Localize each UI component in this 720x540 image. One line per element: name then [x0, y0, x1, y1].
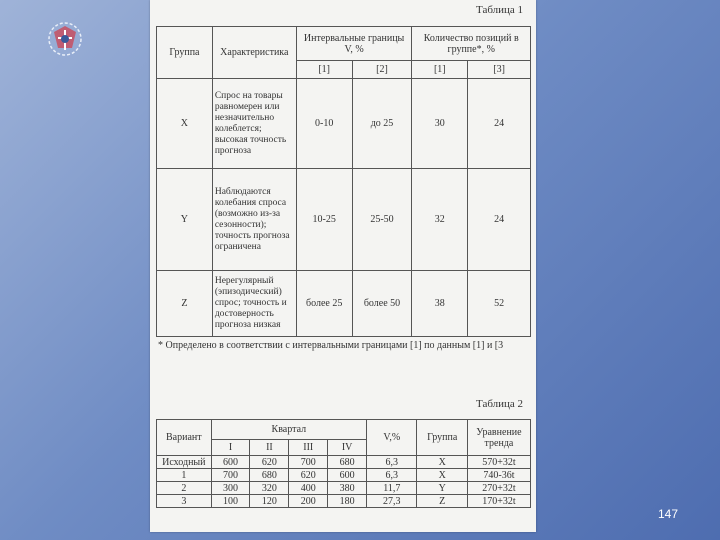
- cell-trend: 570+32t: [467, 456, 530, 469]
- cell-v: 11,7: [367, 482, 417, 495]
- cell-v2: более 50: [352, 271, 412, 337]
- cell-characteristic: Наблюдаются колебания спроса (возможно из-за сезонности); точность прогноза ограничена: [212, 169, 296, 271]
- cell-group: Z: [157, 271, 213, 337]
- table-row: [157, 456, 531, 469]
- cell-c2: 24: [468, 79, 531, 169]
- cell-characteristic: Спрос на товары равномерен или незначительно колеблется; высокая точность прогноза: [212, 79, 296, 169]
- cell-v: 6,3: [367, 456, 417, 469]
- cell-group: X: [157, 79, 213, 169]
- header-v: V,%: [367, 420, 417, 456]
- cell-q: 600: [328, 469, 367, 482]
- cell-q: 700: [289, 456, 328, 469]
- cell-q: 400: [289, 482, 328, 495]
- header-characteristic: Характеристика: [212, 27, 296, 79]
- header-quarter-num: III: [289, 440, 328, 456]
- table-row: [157, 495, 531, 508]
- cell-q: 680: [328, 456, 367, 469]
- cell-q: 120: [250, 495, 289, 508]
- table1-caption: Таблица 1: [476, 4, 524, 16]
- header-quarter: Квартал: [211, 420, 366, 440]
- table-row: [157, 271, 531, 337]
- trend-table: [156, 419, 531, 508]
- cell-q: 100: [211, 495, 250, 508]
- header-variant: Вариант: [157, 420, 212, 456]
- cell-q: 620: [250, 456, 289, 469]
- cell-group: X: [417, 456, 467, 469]
- document-page: [150, 0, 536, 532]
- cell-c2: 24: [468, 169, 531, 271]
- table2-caption: Таблица 2: [476, 398, 524, 410]
- cell-q: 700: [211, 469, 250, 482]
- emblem-logo: [44, 18, 86, 60]
- header-trend: Уравнение тренда: [467, 420, 530, 456]
- cell-c2: 52: [468, 271, 531, 337]
- cell-trend: 170+32t: [467, 495, 530, 508]
- classification-table: [156, 26, 531, 337]
- header-quarter-num: II: [250, 440, 289, 456]
- cell-q: 200: [289, 495, 328, 508]
- cell-q: 680: [250, 469, 289, 482]
- cell-q: 620: [289, 469, 328, 482]
- header-ref: [2]: [352, 61, 412, 79]
- page-number: 147: [658, 507, 679, 521]
- header-count: Количество позиций в группе*, %: [412, 27, 531, 61]
- cell-c1: 30: [412, 79, 468, 169]
- table-row: [157, 79, 531, 169]
- header-group: Группа: [157, 27, 213, 79]
- cell-q: 180: [328, 495, 367, 508]
- header-quarter-num: IV: [328, 440, 367, 456]
- cell-group: Z: [417, 495, 467, 508]
- header-intervals: Интервальные границы V, %: [296, 27, 412, 61]
- cell-v: 27,3: [367, 495, 417, 508]
- cell-q: 300: [211, 482, 250, 495]
- cell-q: 380: [328, 482, 367, 495]
- cell-group: Y: [417, 482, 467, 495]
- cell-v: 6,3: [367, 469, 417, 482]
- cell-variant: 1: [157, 469, 212, 482]
- cell-v2: до 25: [352, 79, 412, 169]
- cell-v1: более 25: [296, 271, 352, 337]
- cell-variant: 3: [157, 495, 212, 508]
- cell-c1: 32: [412, 169, 468, 271]
- cell-q: 600: [211, 456, 250, 469]
- cell-v1: 10-25: [296, 169, 352, 271]
- header-group: Группа: [417, 420, 467, 456]
- cell-group: Y: [157, 169, 213, 271]
- cell-c1: 38: [412, 271, 468, 337]
- table-row: [157, 169, 531, 271]
- header-ref: [3]: [468, 61, 531, 79]
- table-row: [157, 469, 531, 482]
- cell-v1: 0-10: [296, 79, 352, 169]
- header-quarter-num: I: [211, 440, 250, 456]
- cell-q: 320: [250, 482, 289, 495]
- cell-group: X: [417, 469, 467, 482]
- table-row: [157, 482, 531, 495]
- cell-v2: 25-50: [352, 169, 412, 271]
- header-ref: [1]: [412, 61, 468, 79]
- cell-trend: 740-36t: [467, 469, 530, 482]
- header-ref: [1]: [296, 61, 352, 79]
- table1-footnote: * Определено в соответствии с интервальными границами [1] по данным [1] и [3: [158, 340, 504, 351]
- cell-characteristic: Нерегулярный (эпизодический) спрос; точность и достоверность прогноза низкая: [212, 271, 296, 337]
- cell-variant: 2: [157, 482, 212, 495]
- cell-trend: 270+32t: [467, 482, 530, 495]
- cell-variant: Исходный: [157, 456, 212, 469]
